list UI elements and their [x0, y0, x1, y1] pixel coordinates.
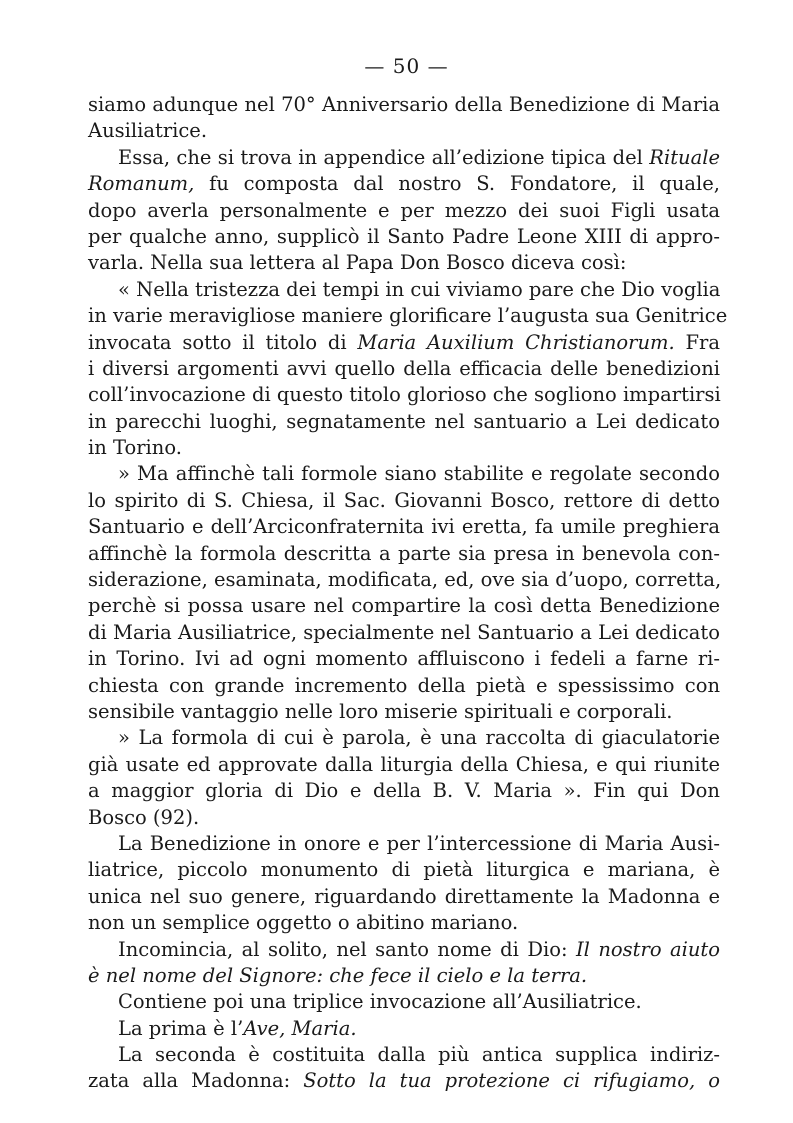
text-line: già usate ed approvate dalla liturgia della Chiesa, e qui riunite: [88, 752, 720, 776]
italic-text: Il nostro aiuto: [575, 937, 721, 961]
text-line: i diversi argomenti avvi quello della efficacia delle benedizioni: [88, 356, 720, 380]
text-span: Essa, che si trova in appendice all’edizione tipica del: [118, 145, 650, 169]
text-line: Contiene poi una triplice invocazione all’Ausiliatrice.: [118, 990, 642, 1014]
italic-text: Romanum,: [88, 172, 195, 196]
text-line: a maggior gloria di Dio e della B. V. Maria ». Fin qui Don: [88, 779, 720, 803]
text-line: [88, 1068, 720, 1094]
text-span: fu composta dal nostro S. Fondatore, il quale,: [194, 172, 720, 196]
text-line: [88, 963, 720, 989]
text-line: chiesta con grande incremento della pietà e spessissimo con: [88, 673, 720, 697]
text-line: in Torino. Ivi ad ogni momento affluiscono i fedeli a farne ri-: [88, 647, 720, 671]
text-line: » La formola di cui è parola, è una raccolta di giaculatorie: [118, 726, 720, 750]
text-line: » Ma affinchè tali formole siano stabilite e regolate secondo: [118, 462, 720, 486]
italic-text: è nel nome del Signore: che fece il cielo e la terra.: [88, 963, 588, 987]
text-line: di Maria Ausiliatrice, specialmente nel Santuario a Lei dedicato: [88, 620, 720, 644]
text-line: Bosco (92).: [88, 805, 200, 829]
text-line: « Nella tristezza dei tempi in cui viviamo pare che Dio voglia: [118, 277, 721, 301]
text-span: Fra: [674, 330, 720, 354]
text-line: in Torino.: [88, 436, 182, 460]
text-line: [88, 937, 720, 963]
text-line: affinchè la formola descritta a parte sia presa in benevola con-: [88, 541, 720, 565]
text-line: Santuario e dell’Arciconfraternita ivi eretta, fa umile preghiera: [88, 515, 720, 539]
text-line: in parecchi luoghi, segnatamente nel santuario a Lei dedicato: [88, 409, 720, 433]
text-line: in varie meravigliose maniere glorificare l’augusta sua Genitrice: [88, 304, 728, 328]
text-line: lo spirito di S. Chiesa, il Sac. Giovanni Bosco, rettore di detto: [88, 488, 720, 512]
text-line: [88, 171, 720, 197]
body-text: [88, 92, 728, 1095]
text-line: [88, 1016, 720, 1042]
text-line: sensibile vantaggio nelle loro miserie spirituali e corporali.: [88, 699, 673, 723]
text-line: non un semplice oggetto o abitino mariano.: [88, 911, 519, 935]
text-line: [88, 145, 720, 171]
text-span: invocata sotto il titolo di: [88, 330, 358, 354]
italic-text: Sotto la tua protezione ci rifugiamo, o: [303, 1069, 720, 1093]
italic-text: Ave, Maria.: [243, 1016, 357, 1040]
text-line: siamo adunque nel 70° Anniversario della Benedizione di Maria: [88, 93, 720, 116]
text-line: liatrice, piccolo monumento di pietà liturgica e mariana, è: [88, 858, 720, 882]
text-line: per qualche anno, supplicò il Santo Padre Leone XIII di appro-: [88, 224, 720, 248]
text-line: La seconda è costituita dalla più antica supplica indiriz-: [118, 1043, 720, 1067]
text-span: zata alla Madonna:: [88, 1069, 304, 1093]
text-line: Ausiliatrice.: [88, 119, 208, 143]
page-number: — 50 —: [364, 54, 449, 78]
italic-text: Maria Auxilium Christianorum.: [357, 330, 675, 354]
text-span: Incomincia, al solito, nel santo nome di Dio:: [118, 937, 576, 961]
text-line: coll’invocazione di questo titolo glorioso che sogliono impartirsi: [88, 383, 721, 407]
text-line: [88, 330, 720, 356]
text-line: siderazione, esaminata, modificata, ed, ove sia d’uopo, corretta,: [88, 568, 722, 592]
text-span: La prima è l’: [118, 1016, 244, 1040]
italic-text: Rituale: [649, 145, 720, 169]
text-line: unica nel suo genere, riguardando direttamente la Madonna e: [88, 884, 720, 908]
text-line: La Benedizione in onore e per l’intercessione di Maria Ausi-: [118, 831, 720, 855]
text-line: dopo averla personalmente e per mezzo dei suoi Figli usata: [88, 198, 720, 222]
text-line: perchè si possa usare nel compartire la così detta Benedizione: [88, 594, 720, 618]
text-line: varla. Nella sua lettera al Papa Don Bosco diceva così:: [88, 251, 627, 275]
